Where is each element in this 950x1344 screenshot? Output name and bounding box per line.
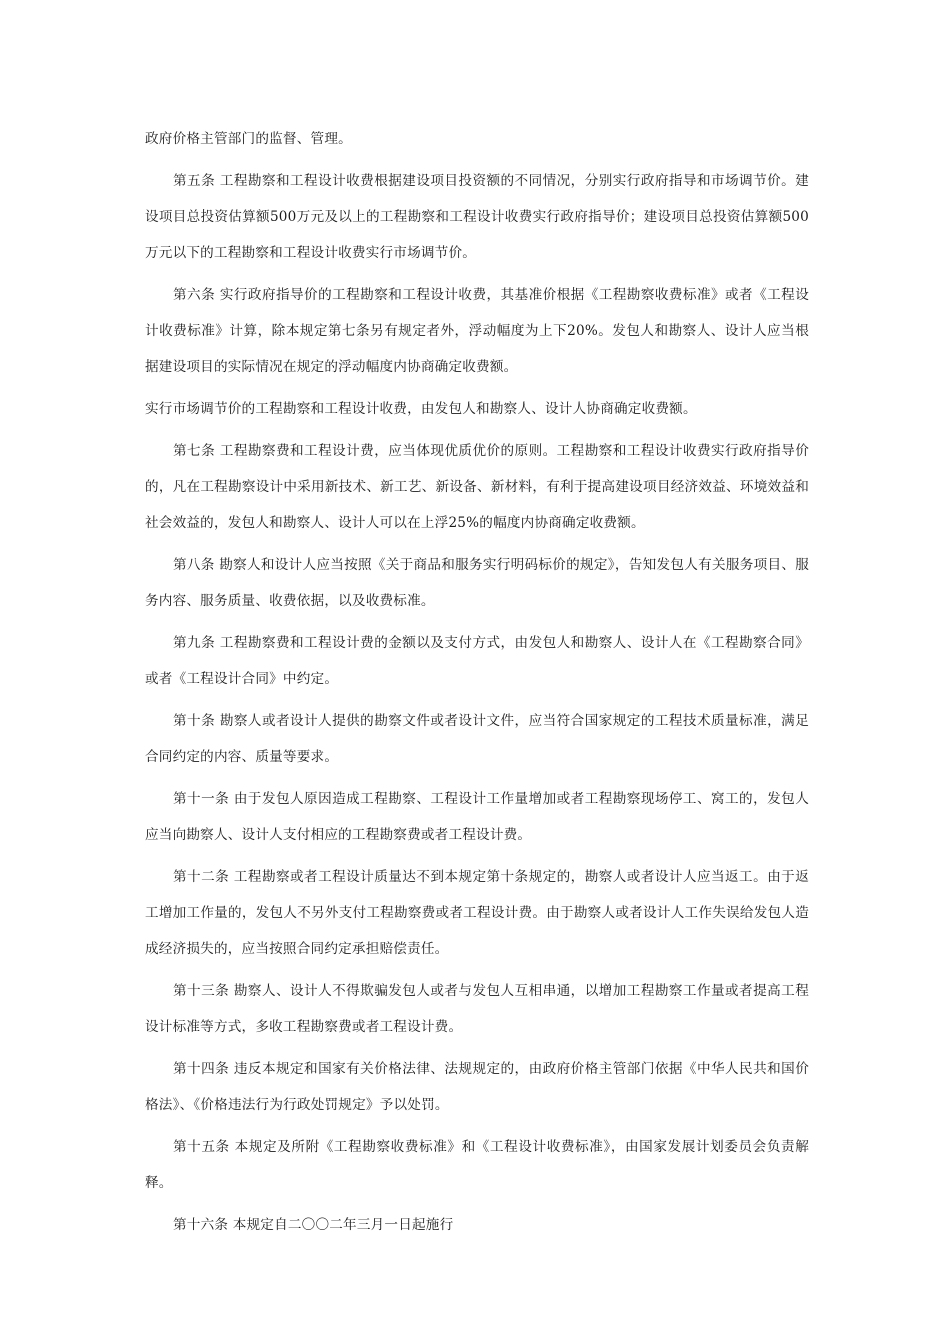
paragraph-article-5: 第五条 工程勘察和工程设计收费根据建设项目投资额的不同情况，分别实行政府指导和市场调节价。建设项目总投资估算额500万元及以上的工程勘察和工程设计收费实行政府指导价；建设项目总投资估算额500万元以下的工程勘察和工程设计收费实行市场调节价。 xyxy=(145,173,809,261)
paragraph-article-7: 第七条 工程勘察费和工程设计费，应当体现优质优价的原则。工程勘察和工程设计收费实行政府指导价的，凡在工程勘察设计中采用新技术、新工艺、新设备、新材料，有利于提高建设项目经济效益、环境效益和社会效益的，发包人和勘察人、设计人可以在上浮25%的幅度内协商确定收费额。 xyxy=(145,443,809,531)
paragraph-article-6: 第六条 实行政府指导价的工程勘察和工程设计收费，其基准价根据《工程勘察收费标准》或者《工程设计收费标准》计算，除本规定第七条另有规定者外，浮动幅度为上下20%。发包人和勘察人、设计人应当根据建设项目的实际情况在规定的浮动幅度内协商确定收费额。 xyxy=(145,287,809,375)
paragraph-article-12: 第十二条 工程勘察或者工程设计质量达不到本规定第十条规定的，勘察人或者设计人应当返工。由于返工增加工作量的，发包人不另外支付工程勘察费或者工程设计费。由于勘察人或者设计人工作失误给发包人造成经济损失的，应当按照合同约定承担赔偿责任。 xyxy=(145,869,809,957)
paragraph-article-6-market: 实行市场调节价的工程勘察和工程设计收费，由发包人和勘察人、设计人协商确定收费额。 xyxy=(145,401,697,417)
paragraph-article-15: 第十五条 本规定及所附《工程勘察收费标准》和《工程设计收费标准》，由国家发展计划委员会负责解释。 xyxy=(145,1139,809,1191)
paragraph-article-11: 第十一条 由于发包人原因造成工程勘察、工程设计工作量增加或者工程勘察现场停工、窝工的，发包人应当向勘察人、设计人支付相应的工程勘察费或者工程设计费。 xyxy=(145,791,809,843)
paragraph-article-13: 第十三条 勘察人、设计人不得欺骗发包人或者与发包人互相串通，以增加工程勘察工作量或者提高工程设计标准等方式，多收工程勘察费或者工程设计费。 xyxy=(145,983,809,1035)
paragraph-article-10: 第十条 勘察人或者设计人提供的勘察文件或者设计文件，应当符合国家规定的工程技术质量标准，满足合同约定的内容、质量等要求。 xyxy=(145,713,809,765)
paragraph-article-9: 第九条 工程勘察费和工程设计费的金额以及支付方式，由发包人和勘察人、设计人在《工程勘察合同》或者《工程设计合同》中约定。 xyxy=(145,635,809,687)
paragraph-article-8: 第八条 勘察人和设计人应当按照《关于商品和服务实行明码标价的规定》，告知发包人有关服务项目、服务内容、服务质量、收费依据，以及收费标准。 xyxy=(145,557,809,609)
document-body xyxy=(145,121,809,1243)
paragraph-article-14: 第十四条 违反本规定和国家有关价格法律、法规规定的，由政府价格主管部门依据《中华人民共和国价格法》、《价格违法行为行政处罚规定》予以处罚。 xyxy=(145,1061,809,1113)
paragraph-continuation: 政府价格主管部门的监督、管理。 xyxy=(145,131,352,147)
paragraph-article-16: 第十六条 本规定自二〇〇二年三月一日起施行 xyxy=(173,1217,454,1233)
